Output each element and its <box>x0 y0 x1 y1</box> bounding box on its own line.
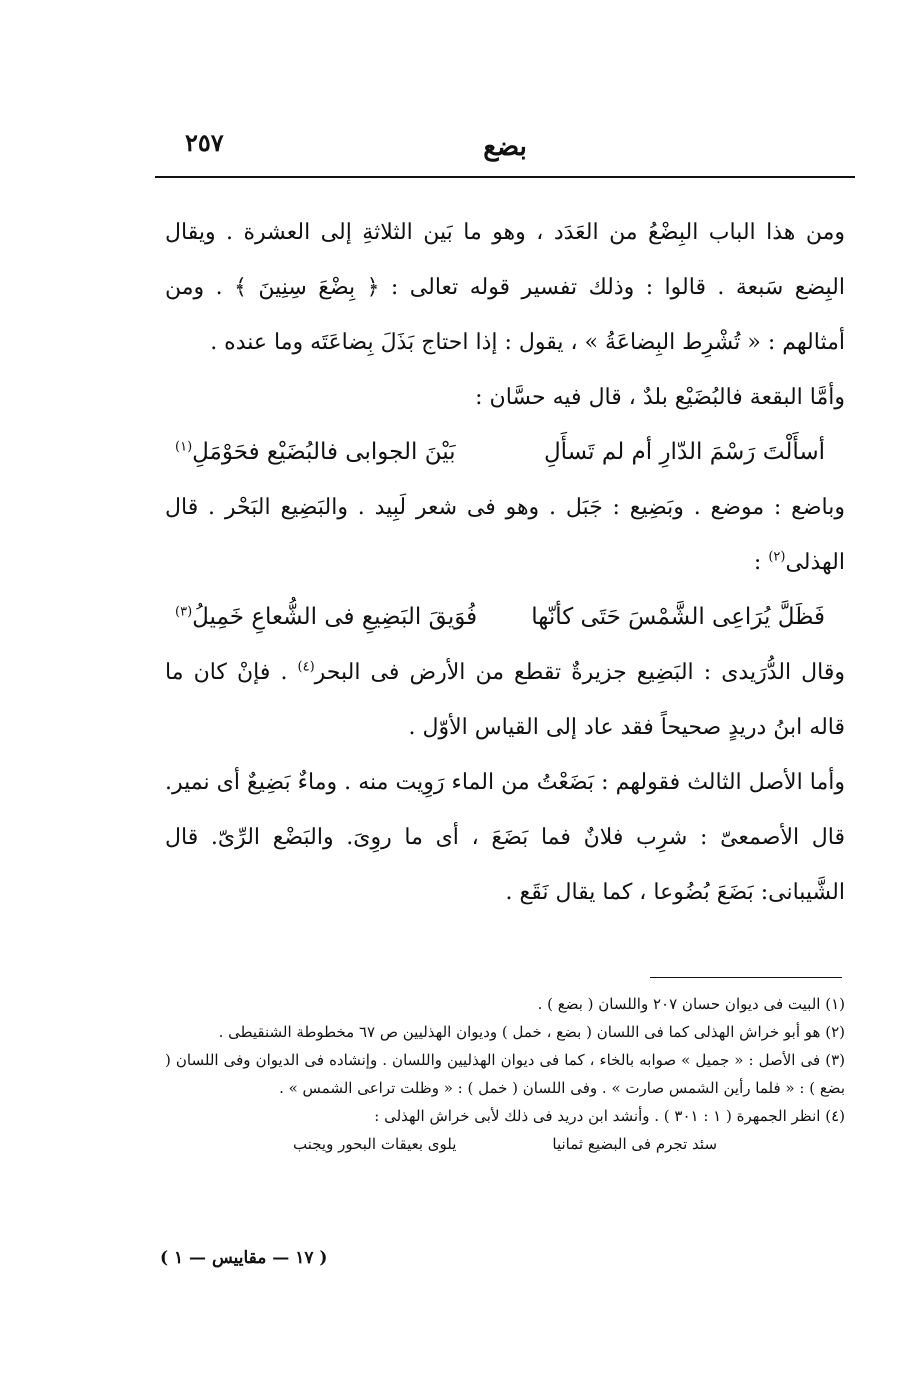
paragraph-2: وأمَّا البقعة فالبُضَيْع بلدٌ ، قال فيه حسَّان : <box>475 385 845 410</box>
footnotes <box>165 990 845 1158</box>
verse-first-hemistich: أسأَلْتَ رَسْمَ الدّارِ أم لم تَسأَلِ <box>543 439 825 465</box>
main-text <box>165 205 845 920</box>
paragraph-4 <box>165 645 845 755</box>
footnote-marker-2: (٢) <box>768 549 786 565</box>
paragraph-4-rest: . فإنْ كان ما قاله ابنُ دريدٍ صحيحاً فقد عاد إلى القياس الأوّل . <box>165 660 845 740</box>
running-title: بضع <box>483 132 527 162</box>
footnote-4: (٤) انظر الجمهرة ( ١ : ٣٠١ ) . وأنشد ابن دريد فى ذلك لأبى خراش الهذلى : <box>374 1107 845 1125</box>
page-number: ٢٥٧ <box>185 128 224 157</box>
footnote-verse-second: يلوى بعيقات البحور ويجنب <box>292 1135 457 1153</box>
paragraph-3-text: وباضع : موضع . وبَضِيع : جَبَل . وهو فى شعر لَبِيد . والبَضِيع البَحْر . قال الهذلى <box>165 495 845 575</box>
verse-hassan <box>165 425 845 480</box>
paragraph-3 <box>165 480 845 590</box>
footnote-3: (٣) فى الأصل : « جميل » صوابه بالخاء ، كما فى ديوان الهذليين واللسان . وإنشاده فى الديوان وفى اللسان ( بضع ) : « فلما رأين الشمس صارت » . وفى اللسان ( خمل ) : « وظلت تراعى الشمس » . <box>165 1051 845 1097</box>
footnote-marker-4: (٤) <box>297 659 315 675</box>
footnote-rule <box>650 977 842 978</box>
paragraph-4-text: وقال الدُّرَيدى : البَضِيع جزيرةٌ تقطع من الأرض فى البحر <box>314 660 846 685</box>
paragraph-3-end: : <box>753 550 769 575</box>
footnote-2: (٢) هو أبو خراش الهذلى كما فى اللسان ( بضع ، خمل ) وديوان الهذليين ص ٦٧ مخطوطة الشنقيطى . <box>218 1023 845 1041</box>
signature-mark: ( ١٧ — مقاييس — ١ ) <box>160 1248 328 1268</box>
paragraph-1: ومن هذا الباب البِضْعُ من العَدَد ، وهو ما بَين الثلاثةِ إلى العشرة . ويقال البِضع سَبعة . قالوا : وذلك تفسير قوله تعالى : ﴿ بِضْعَ سِنِينَ ﴾ . ومن أمثالهم : « تُشْرِط البِضاعَةُ » ، يقول : إذا احتاج بَذَلَ بِضاعَتَه وما عنده . <box>165 220 845 355</box>
verse-hudhali <box>165 590 845 645</box>
verse-second-hemistich-text: بَيْنَ الجوابى فالبُضَيْع فحَوْمَلِ <box>192 439 456 465</box>
page-header <box>155 128 855 170</box>
footnote-1: (١) البيت فى ديوان حسان ٢٠٧ واللسان ( بضع ) . <box>537 995 845 1013</box>
footnote-marker-1: (١) <box>175 439 193 455</box>
paragraph-5: وأما الأصل الثالث فقولهم : بَضَعْتُ من الماء رَوِيت منه . وماءٌ بَضِيعٌ أى نمير. قال الأصمعىّ : شرِب فلانٌ فما بَضَعَ ، أى ما روِىَ. والبَضْع الرِّىّ. قال الشَّيبانى: بَضَعَ بُضُوعا ، كما يقال نَقَع . <box>165 770 845 905</box>
footnote-4-verse <box>165 1130 845 1158</box>
header-rule <box>155 176 855 178</box>
footnote-verse-first: سئد تجرم فى البضيع ثمانيا <box>552 1135 718 1153</box>
verse-second-hemistich-text: فُوَيقَ البَضِيعِ فى الشُّعاعِ خَمِيلُ <box>192 604 478 630</box>
verse-second-hemistich <box>175 590 477 645</box>
footnote-marker-3: (٣) <box>175 604 193 620</box>
verse-second-hemistich <box>175 425 456 480</box>
verse-first-hemistich: فَظَلَّ يُرَاعِى الشَّمْسَ حَتَى كأنّها <box>531 604 825 630</box>
